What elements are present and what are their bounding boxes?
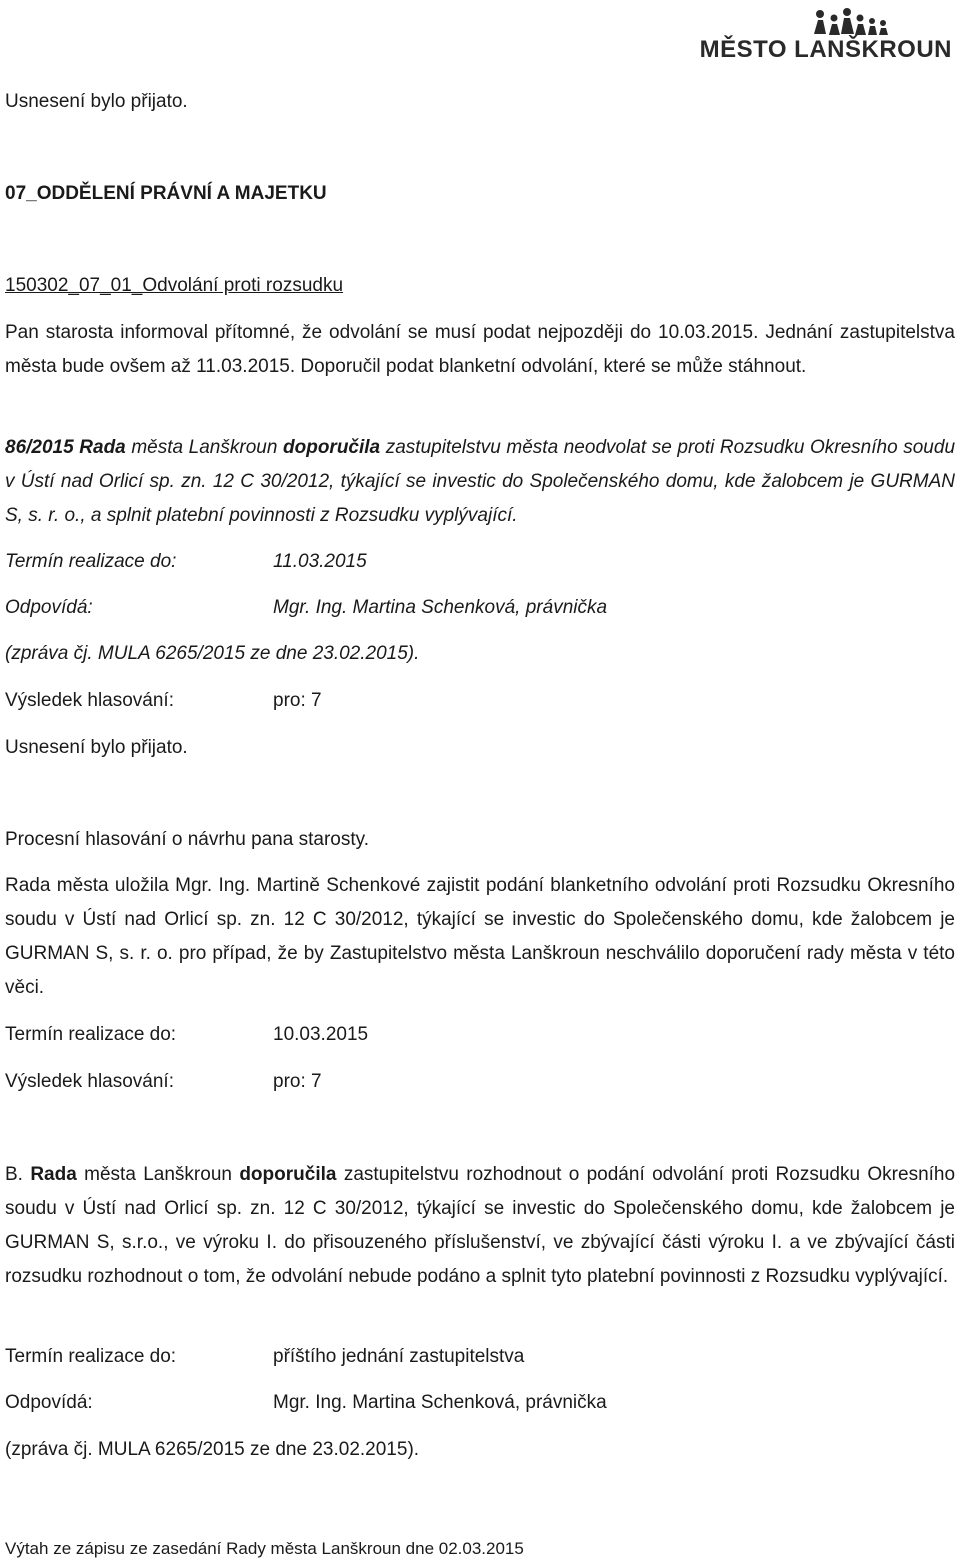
item-title: 150302_07_01_Odvolání proti rozsudku bbox=[5, 275, 344, 296]
resolution-deadline-row bbox=[5, 545, 955, 579]
city-logo bbox=[699, 4, 954, 74]
responsible-value: Mgr. Ing. Martina Schenková, právnička bbox=[273, 597, 608, 618]
vote-value: pro: 7 bbox=[273, 690, 322, 711]
section-b-prefix: B. bbox=[5, 1164, 23, 1185]
page-footer: Výtah ze zápisu ze zasedání Rady města Lanškroun dne 02.03.2015 bbox=[5, 1539, 524, 1558]
intro-paragraph: Pan starosta informoval přítomné, že odvolání se musí podat nejpozději do 10.03.2015. Jednání zastupitelstva města bude ovšem až 11.03.2015. Doporučil podat blanketní odvolání, které se může stáhnout. bbox=[5, 322, 955, 377]
resolution-word-rada: Rada bbox=[79, 437, 126, 458]
procedural-deadline-label: Termín realizace do: bbox=[5, 1024, 177, 1045]
procedural-title: Procesní hlasování o návrhu pana starosty. bbox=[5, 829, 370, 850]
procedural-vote-value: pro: 7 bbox=[273, 1071, 322, 1092]
resolution-report-ref: (zpráva čj. MULA 6265/2015 ze dne 23.02.2015). bbox=[5, 643, 420, 664]
section-b-responsible-row bbox=[5, 1386, 955, 1420]
resolution-number: 86/2015 bbox=[5, 437, 74, 458]
section-b-text-1: města Lanškroun bbox=[84, 1164, 232, 1185]
procedural-paragraph: Rada města uložila Mgr. Ing. Martině Schenkové zajistit podání blanketního odvolání proti Rozsudku Okresního soudu v Ústí nad Orlicí sp. zn. 12 C 30/2012, týkající se investic do Společenského domu, kde žalobcem je GURMAN S, s. r. o. pro případ, že by Zastupitelstvo města Lanškroun neschválilo doporučení rady města v této věci. bbox=[5, 875, 955, 998]
resolution-accepted: Usnesení bylo přijato. bbox=[5, 737, 188, 758]
section-b-deadline-row bbox=[5, 1340, 955, 1374]
section-b-paragraph bbox=[5, 1158, 955, 1294]
procedural-vote-row bbox=[5, 1065, 955, 1099]
section-b-responsible-value: Mgr. Ing. Martina Schenková, právnička bbox=[273, 1392, 607, 1413]
section-b-responsible-label: Odpovídá: bbox=[5, 1392, 93, 1413]
resolution-vote-row bbox=[5, 684, 955, 718]
section-title: 07_ODDĚLENÍ PRÁVNÍ A MAJETKU bbox=[5, 183, 327, 204]
resolution-responsible-row bbox=[5, 591, 955, 625]
section-b-report-ref: (zpráva čj. MULA 6265/2015 ze dne 23.02.2015). bbox=[5, 1439, 420, 1460]
resolution-paragraph bbox=[5, 431, 955, 533]
vote-label: Výsledek hlasování: bbox=[5, 690, 174, 711]
logo-text: MĚSTO LANŠKROUN bbox=[699, 36, 952, 63]
section-b-deadline-label: Termín realizace do: bbox=[5, 1346, 177, 1367]
resolution-text-2: zastupitelstvu města neodvolat se proti Rozsudku Okresního soudu v Ústí nad Orlicí sp. zn. 12 C 30/2012, týkající se investic do Společenského domu, kde žalobcem je GURMAN S, s. r. o., a splnit platební povinnosti z Rozsudku vyplývající. bbox=[5, 437, 956, 526]
responsible-label: Odpovídá: bbox=[5, 597, 93, 618]
section-b-word-rada: Rada bbox=[30, 1164, 77, 1185]
procedural-deadline-row bbox=[5, 1018, 955, 1052]
procedural-vote-label: Výsledek hlasování: bbox=[5, 1071, 174, 1092]
resolution-word-doporucila: doporučila bbox=[283, 437, 381, 458]
deadline-value: 11.03.2015 bbox=[273, 551, 367, 572]
resolution-text-1: města Lanškroun bbox=[131, 437, 278, 458]
section-b-deadline-value: příštího jednání zastupitelstva bbox=[273, 1346, 525, 1367]
section-b-word-doporucila: doporučila bbox=[239, 1164, 337, 1185]
procedural-deadline-value: 10.03.2015 bbox=[273, 1024, 369, 1045]
section-b-text-2: zastupitelstvu rozhodnout o podání odvolání proti Rozsudku Okresního soudu v Ústí nad Orlicí sp. zn. 12 C 30/2012, týkající se investic do Společenského domu, kde žalobcem je GURMAN S, s.r.o., ve výroku I. do přisouzeného příslušenství, ve zbývající části výroku I. a ve zbývající části rozsudku rozhodnout o tom, že odvolání nebude podáno a splnit tyto platební povinnosti z Rozsudku vyplývající. bbox=[5, 1164, 956, 1287]
accepted-note: Usnesení bylo přijato. bbox=[5, 91, 188, 112]
deadline-label: Termín realizace do: bbox=[5, 551, 177, 572]
